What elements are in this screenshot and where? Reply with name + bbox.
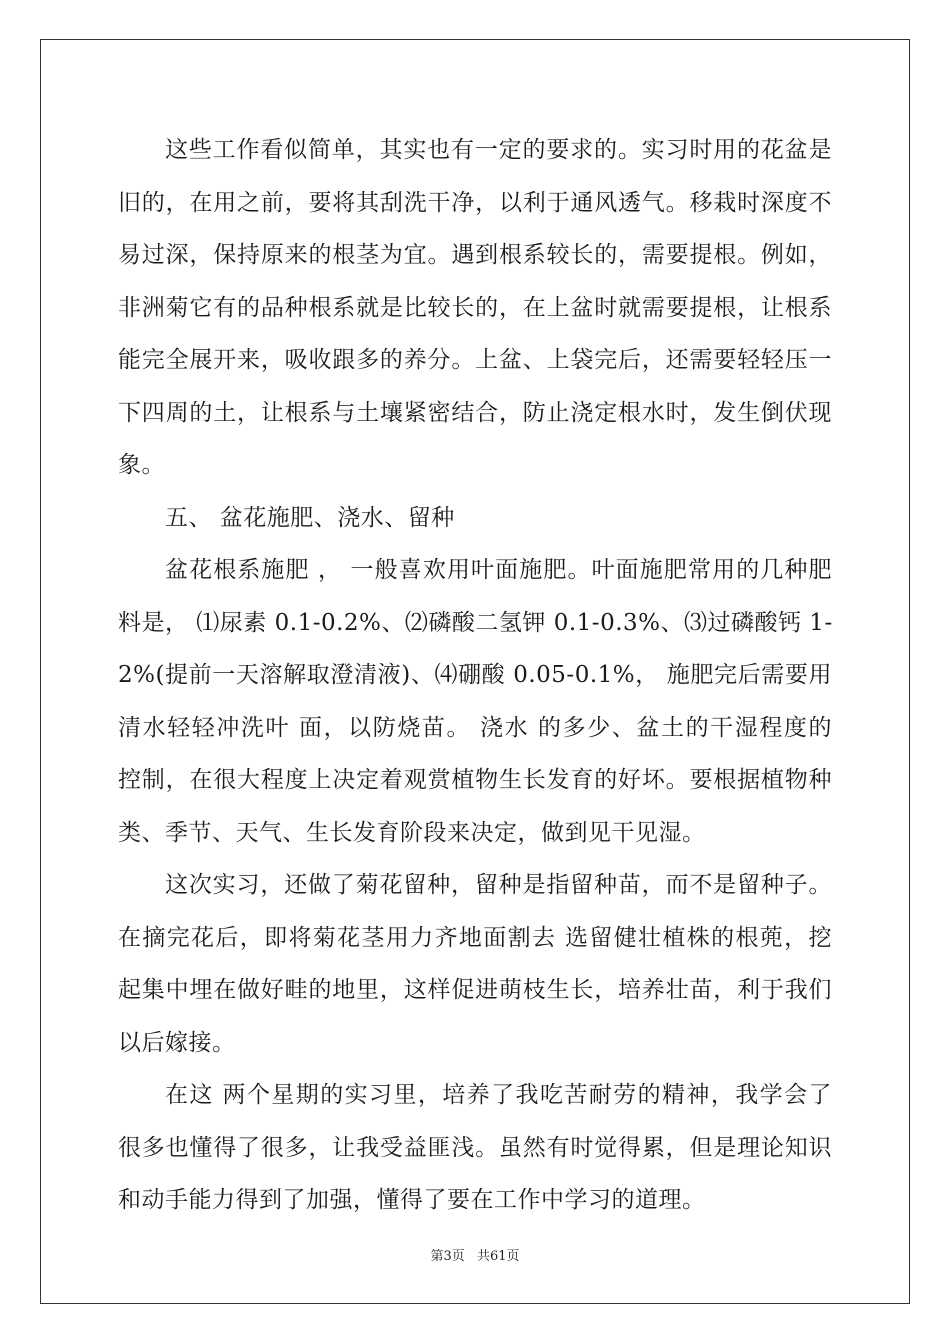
text-line: 控制，在很大程度上决定着观赏植物生长发育的好坏。要根据植物种: [118, 767, 832, 793]
paragraph: [118, 128, 832, 496]
paragraph: [118, 548, 832, 863]
section-heading: [118, 496, 832, 549]
page-footer: [0, 1245, 950, 1264]
text-line: 象。: [118, 452, 165, 478]
text-line: 非洲菊它有的品种根系就是比较长的，在上盆时就需要提根，让根系: [118, 294, 832, 321]
text-line: 旧的，在用之前，要将其刮洗干净，以利于通风透气。移栽时深度不: [118, 189, 832, 216]
text-line: 和动手能力得到了加强，懂得了要在工作中学习的道理。: [118, 1187, 706, 1213]
text-line: 2%(提前一天溶解取澄清液)、⑷硼酸 0.05-0.1%， 施肥完后需要用: [118, 662, 832, 688]
text-line: 这次实习，还做了菊花留种，留种是指留种苗，而不是留种子。: [165, 872, 832, 898]
page-number: 第3页: [430, 1249, 465, 1264]
text-line: 起集中埋在做好畦的地里，这样促进萌枝生长，培养壮苗，利于我们: [118, 977, 832, 1003]
paragraph: [118, 1073, 832, 1231]
document-body: [118, 128, 832, 1231]
text-line: 能完全展开来，吸收跟多的养分。上盆、上袋完后，还需要轻轻压一: [118, 347, 832, 373]
text-line: 以后嫁接。: [118, 1029, 236, 1056]
text-line: 盆花根系施肥 ， 一般喜欢用叶面施肥。叶面施肥常用的几种肥: [165, 557, 832, 583]
text-line: 很多也懂得了很多，让我受益匪浅。虽然有时觉得累，但是理论知识: [118, 1134, 832, 1161]
text-line: 下四周的土，让根系与土壤紧密结合，防止浇定根水时，发生倒伏现: [118, 399, 832, 426]
text-line: 类、季节、天气、生长发育阶段来决定，做到见干见湿。: [118, 819, 706, 846]
heading-text: 五、 盆花施肥、浇水、留种: [165, 504, 455, 531]
total-pages: 共61页: [476, 1249, 520, 1264]
text-line: 料是， ⑴尿素 0.1-0.2%、⑵磷酸二氢钾 0.1-0.3%、⑶过磷酸钙 1-: [118, 609, 833, 636]
text-line: 清水轻轻冲洗叶 面，以防烧苗。 浇水 的多少、盆土的干湿程度的: [118, 714, 832, 741]
text-line: 这些工作看似简单，其实也有一定的要求的。实习时用的花盆是: [165, 137, 832, 163]
text-line: 在这 两个星期的实习里，培养了我吃苦耐劳的精神，我学会了: [165, 1082, 832, 1108]
text-line: 易过深，保持原来的根茎为宜。遇到根系较长的，需要提根。例如，: [118, 242, 832, 268]
text-line: 在摘完花后，即将菊花茎用力齐地面割去 选留健壮植株的根蔸，挖: [118, 924, 832, 951]
paragraph: [118, 863, 832, 1073]
